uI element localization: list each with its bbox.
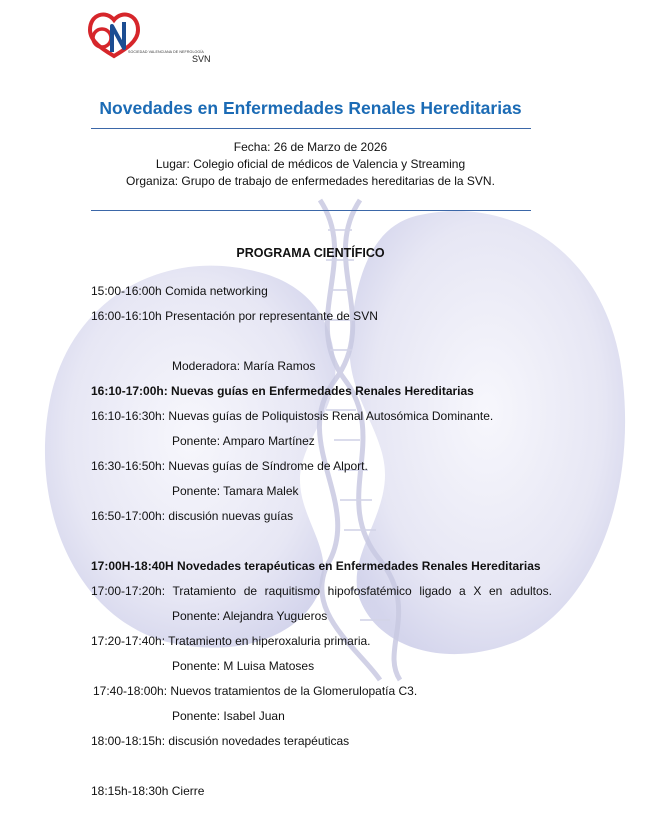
- event-organizer: Organiza: Grupo de trabajo de enfermedades hereditarias de la SVN.: [126, 174, 495, 188]
- page-title: Novedades en Enfermedades Renales Hereditarias: [99, 98, 522, 118]
- program-line: 17:20-17:40h: Tratamiento en hiperoxaluria primaria.: [91, 634, 371, 648]
- program-line: 16:00-16:10h Presentación por representante de SVN: [91, 309, 378, 323]
- logo-society-name: SOCIEDAD VALENCIANA DE NEFROLOGÍA: [128, 50, 204, 54]
- program-line: 18:00-18:15h: discusión novedades terapéuticas: [91, 734, 350, 748]
- speaker-line: Ponente: M Luisa Matoses: [172, 659, 315, 673]
- speaker-line: Ponente: Amparo Martínez: [172, 434, 315, 448]
- program-line: 16:10-16:30h: Nuevas guías de Poliquistosis Renal Autosómica Dominante.: [91, 409, 494, 423]
- session-heading: 17:00H-18:40H Novedades terapéuticas en Enfermedades Renales Hereditarias: [91, 559, 541, 573]
- logo-abbreviation: SVN: [192, 54, 211, 64]
- event-location: Lugar: Colegio oficial de médicos de Valencia y Streaming: [155, 157, 466, 171]
- program-line: 17:40-18:00h: Nuevos tratamientos de la Glomerulopatía C3.: [93, 684, 418, 698]
- moderator-line: Moderadora: María Ramos: [172, 359, 316, 373]
- program-line: 16:50-17:00h: discusión nuevas guías: [91, 509, 294, 523]
- event-date: Fecha: 26 de Marzo de 2026: [233, 140, 388, 154]
- speaker-line: Ponente: Isabel Juan: [172, 709, 285, 723]
- program-line: 17:00-17:20h: Tratamiento de raquitismo hipofosfatémico ligado a X en adultos.: [91, 584, 552, 598]
- speaker-line: Ponente: Tamara Malek: [172, 484, 299, 498]
- program-line: 15:00-16:00h Comida networking: [91, 284, 268, 298]
- title-divider: [91, 128, 531, 129]
- svn-logo: [84, 10, 224, 70]
- program-line: 18:15h-18:30h Cierre: [91, 784, 205, 798]
- speaker-line: Ponente: Alejandra Yugueros: [172, 609, 328, 623]
- program-heading: PROGRAMA CIENTÍFICO: [236, 246, 385, 260]
- program-line: 16:30-16:50h: Nuevas guías de Síndrome de Alport.: [91, 459, 368, 473]
- header-divider: [91, 210, 531, 211]
- session-heading: 16:10-17:00h: Nuevas guías en Enfermedades Renales Hereditarias: [91, 384, 474, 398]
